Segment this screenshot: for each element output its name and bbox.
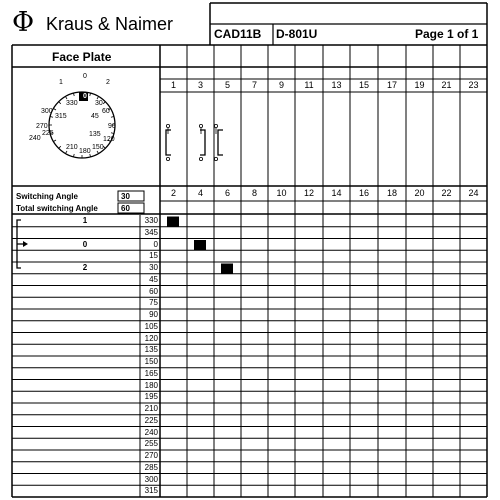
angle-value: 315 — [144, 486, 158, 496]
bottom-terminal-label: 12 — [303, 188, 314, 198]
closed-contact-cell — [167, 217, 179, 227]
dial-angle: 240 — [29, 135, 41, 142]
company-logo-symbol: Φ — [12, 7, 35, 38]
dial-tick — [53, 109, 56, 111]
position-arrow-icon — [23, 241, 28, 247]
top-terminal-label: 1 — [170, 80, 176, 90]
angle-value: 30 — [149, 263, 158, 272]
bottom-terminal-label: 6 — [224, 188, 230, 198]
dial-angle: 45 — [91, 113, 99, 120]
dial-angle: 180 — [79, 148, 91, 155]
top-terminal-label: 15 — [358, 80, 369, 90]
angle-value: 165 — [144, 368, 158, 378]
bottom-terminal-label: 22 — [441, 188, 452, 198]
dial-tick — [66, 96, 68, 99]
angle-value: 225 — [144, 415, 158, 425]
top-terminal-label: 17 — [386, 80, 397, 90]
bottom-terminal-label: 2 — [170, 188, 176, 198]
dial-marker-label: 0 — [83, 93, 87, 100]
angle-value: 60 — [149, 286, 158, 296]
angle-value: 180 — [144, 380, 158, 390]
dial-angle: 120 — [103, 136, 115, 143]
type-code: CAD11B — [214, 27, 262, 41]
dial-tick — [97, 96, 99, 99]
top-terminal-label: 9 — [278, 80, 284, 90]
dial-tick — [97, 151, 99, 154]
top-terminal-label: 11 — [304, 80, 314, 90]
angle-value: 75 — [149, 298, 158, 308]
angle-value: 270 — [144, 451, 158, 460]
angle-value: 105 — [144, 321, 158, 331]
closed-contact-cell — [194, 240, 206, 250]
position-label: 0 — [82, 239, 88, 249]
contact-bracket — [218, 130, 223, 155]
dial-angle: 30 — [95, 100, 103, 107]
angle-value: 345 — [144, 227, 158, 237]
contact-terminal-dot — [214, 157, 217, 160]
top-terminal-label: 13 — [331, 80, 342, 90]
dial-angle: 330 — [66, 100, 78, 107]
angle-value: 150 — [144, 357, 158, 366]
contact-terminal-dot — [199, 157, 202, 160]
contact-terminal-dot — [166, 124, 169, 127]
contact-terminal-dot — [214, 124, 217, 127]
angle-value: 45 — [149, 274, 158, 284]
closed-contact-cells — [167, 217, 233, 274]
dial-tick — [53, 140, 56, 142]
dial-tick — [59, 102, 61, 104]
angle-value: 210 — [144, 404, 158, 413]
angle-value: 300 — [144, 474, 158, 484]
dial-angle: 60 — [102, 108, 110, 115]
angle-value: 285 — [144, 462, 158, 472]
dial-tick — [66, 151, 68, 154]
total-switching-angle-value: 60 — [121, 204, 130, 213]
bottom-terminal-label: 10 — [276, 188, 287, 198]
contact-terminal-dot — [199, 124, 202, 127]
switching-angle-value: 30 — [121, 192, 130, 201]
bottom-terminal-label: 24 — [468, 188, 479, 198]
contact-bracket — [166, 130, 171, 155]
dial-angle: 135 — [89, 131, 101, 138]
bottom-terminal-label: 14 — [331, 188, 342, 198]
contact-terminal-dot — [166, 157, 169, 160]
dial-tick — [103, 102, 105, 104]
program-code: D-801U — [276, 27, 318, 41]
angle-value: 330 — [144, 216, 158, 225]
dial-tick — [59, 146, 61, 148]
position-label: 2 — [82, 263, 88, 272]
angle-value: 195 — [144, 392, 158, 402]
bottom-terminal-label: 18 — [386, 188, 397, 198]
top-terminal-label: 19 — [414, 80, 425, 90]
bottom-terminal-label: 20 — [414, 188, 425, 198]
angle-value: 0 — [153, 239, 158, 249]
dial-angle: 270 — [36, 123, 48, 130]
face-plate-title: Face Plate — [52, 50, 112, 64]
switching-angle-label: Switching Angle — [16, 192, 78, 201]
page-indicator: Page 1 of 1 — [415, 27, 479, 41]
dial-label-1: 1 — [59, 79, 63, 86]
bottom-terminal-label: 4 — [197, 188, 203, 198]
bottom-terminal-label: 8 — [251, 188, 257, 198]
position-label: 1 — [82, 216, 88, 225]
top-terminal-label: 3 — [197, 80, 203, 90]
top-terminal-label: 5 — [224, 80, 230, 90]
angle-value: 240 — [144, 427, 158, 437]
angle-value: 255 — [144, 439, 158, 449]
company-name: Kraus & Naimer — [46, 14, 174, 34]
dial-angle: 300 — [41, 108, 53, 115]
angle-value: 90 — [149, 310, 158, 319]
dial-angle: 210 — [66, 144, 78, 151]
top-terminal-label: 7 — [251, 80, 257, 90]
top-terminal-label: 23 — [468, 80, 479, 90]
angle-value: 135 — [144, 345, 158, 355]
dial-label-2: 2 — [106, 79, 110, 86]
angle-value: 15 — [149, 251, 158, 261]
dial-label-0: 0 — [83, 73, 87, 80]
top-terminal-label: 21 — [441, 80, 452, 90]
dial-angle: 315 — [55, 113, 67, 120]
bottom-terminal-label: 16 — [358, 188, 369, 198]
dial-angle: 90 — [108, 123, 116, 130]
closed-contact-cell — [221, 264, 233, 274]
total-switching-angle-label: Total switching Angle — [16, 204, 98, 213]
dial-angle: 150 — [92, 144, 104, 151]
angle-value: 120 — [144, 333, 158, 343]
dial-angle: 225 — [42, 130, 54, 137]
